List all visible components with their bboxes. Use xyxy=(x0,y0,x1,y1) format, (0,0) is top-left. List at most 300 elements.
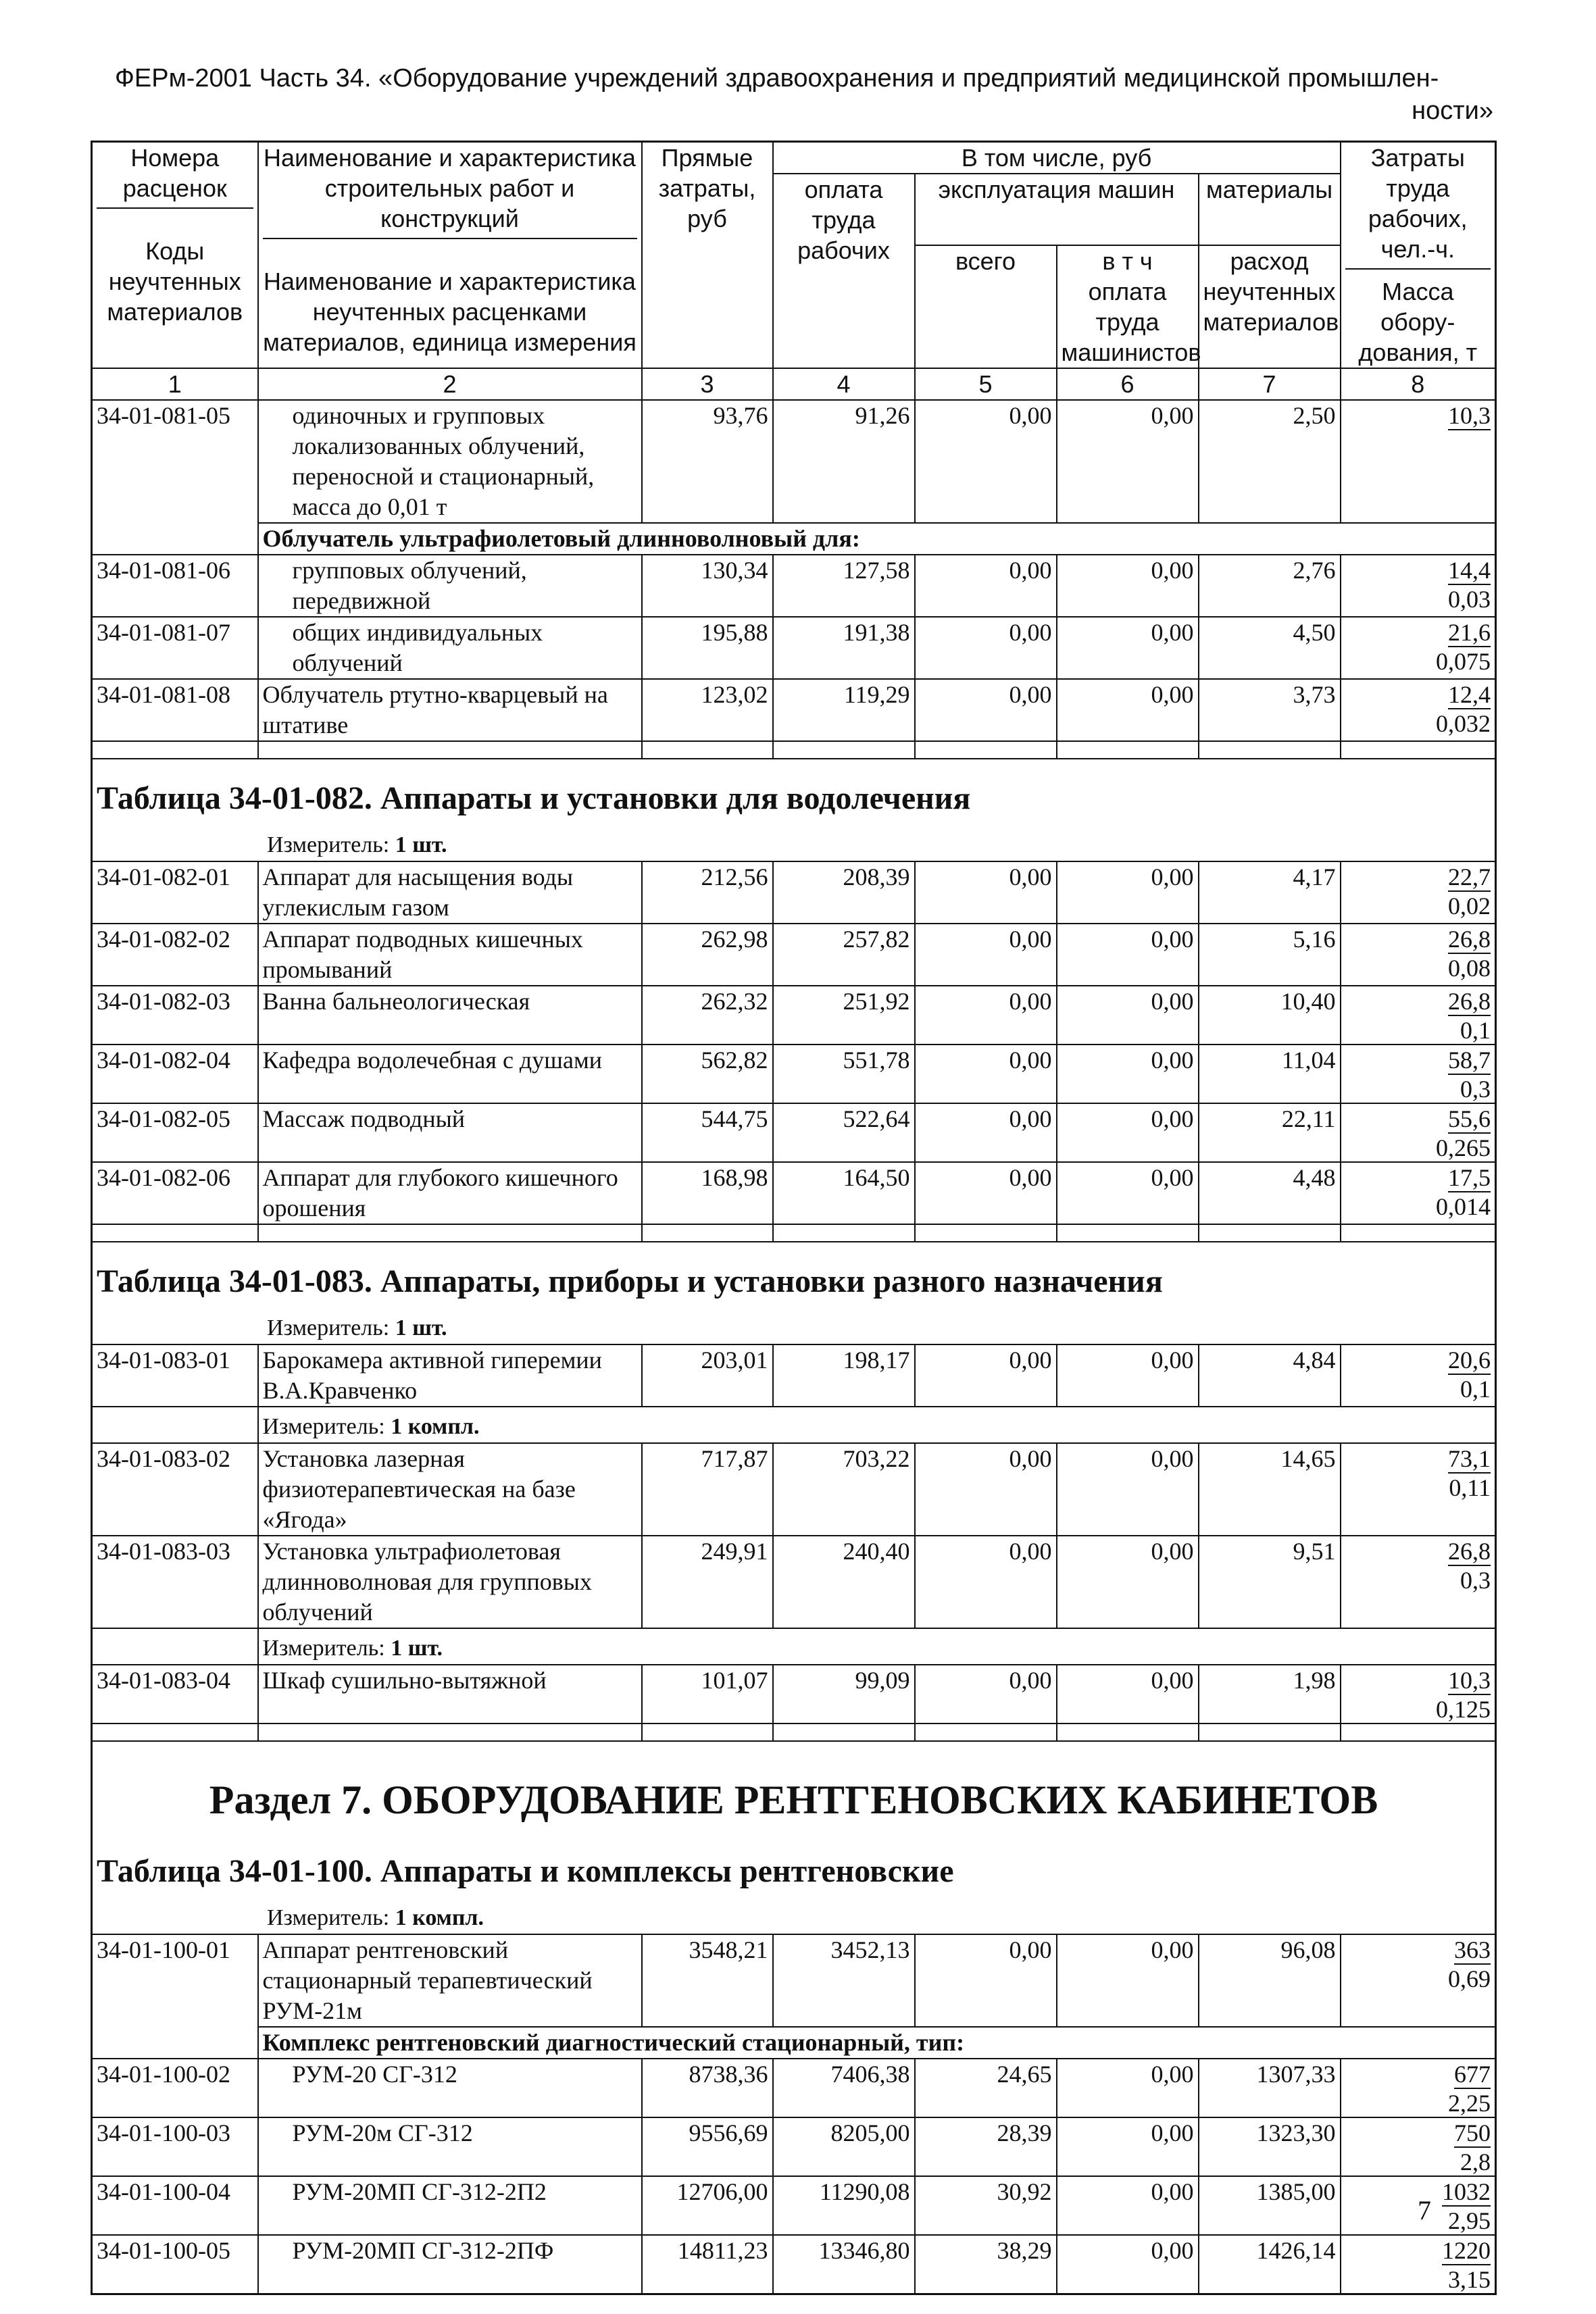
table-row xyxy=(92,1443,1496,1536)
machinist-wages-cost: 0,00 xyxy=(1057,400,1199,523)
rate-code: 34-01-082-02 xyxy=(92,924,258,986)
group-heading-row xyxy=(92,2027,1496,2059)
labor-value: 58,7 xyxy=(1448,1047,1491,1074)
rate-code: 34-01-083-01 xyxy=(92,1344,258,1407)
unit-value: 1 компл. xyxy=(395,1905,484,1930)
wages-cost: 251,92 xyxy=(773,986,915,1045)
spacer-cell xyxy=(258,1224,642,1242)
materials-cost: 22,11 xyxy=(1199,1103,1341,1162)
rate-code: 34-01-083-02 xyxy=(92,1443,258,1536)
col-labor-header xyxy=(1341,142,1496,369)
spacer-cell xyxy=(1199,741,1341,759)
materials-cost: 14,65 xyxy=(1199,1443,1341,1536)
mass-value: 0,1 xyxy=(1460,1017,1491,1044)
page-number: 7 xyxy=(1418,2195,1431,2225)
rate-code: 34-01-081-05 xyxy=(92,400,258,523)
unit-measure xyxy=(258,1628,1496,1665)
labor-value: 26,8 xyxy=(1448,926,1491,953)
unit-label: Измеритель: xyxy=(267,832,390,857)
spacer-cell xyxy=(92,741,258,759)
table-row xyxy=(92,2235,1496,2294)
machines-cost: 0,00 xyxy=(915,1344,1057,1407)
materials-cost: 4,50 xyxy=(1199,617,1341,679)
spacer-cell xyxy=(1341,1724,1496,1741)
labor-value: 55,6 xyxy=(1448,1105,1491,1132)
machinist-wages-cost: 0,00 xyxy=(1057,986,1199,1045)
machines-cost: 24,65 xyxy=(915,2059,1057,2117)
group-heading: Комплекс рентгеновский диагностический стационарный, тип: xyxy=(258,2027,1496,2059)
spacer-cell xyxy=(1341,741,1496,759)
labor-mass-cell xyxy=(1341,1344,1496,1407)
direct-cost: 123,02 xyxy=(642,679,773,741)
labor-value: 363 xyxy=(1454,1936,1491,1963)
unit-label: Измеритель: xyxy=(267,1315,390,1340)
mass-value: 0,032 xyxy=(1436,710,1491,737)
rate-code: 34-01-082-04 xyxy=(92,1045,258,1103)
wages-cost: 191,38 xyxy=(773,617,915,679)
unit-measure xyxy=(92,1309,1496,1344)
work-name: Аппарат для насыщения воды углекислым газом xyxy=(258,861,642,924)
wages-cost: 198,17 xyxy=(773,1344,915,1407)
column-number: 1 xyxy=(92,368,258,400)
unit-row xyxy=(92,826,1496,861)
labor-value: 26,8 xyxy=(1448,1538,1491,1565)
rate-code: 34-01-081-08 xyxy=(92,679,258,741)
wages-cost: 13346,80 xyxy=(773,2235,915,2294)
machines-cost: 0,00 xyxy=(915,1934,1057,2027)
codes-top-label: Номера расценок xyxy=(97,143,253,209)
running-header-line1: ФЕРм-2001 Часть 34. «Оборудование учреждений здравоохранения и предприятий медицинской промышлен- xyxy=(115,64,1439,93)
direct-cost: 203,01 xyxy=(642,1344,773,1407)
machines-cost: 0,00 xyxy=(915,617,1057,679)
rate-code: 34-01-083-03 xyxy=(92,1536,258,1628)
group-heading-row xyxy=(92,523,1496,555)
materials-cost: 5,16 xyxy=(1199,924,1341,986)
labor-value: 20,6 xyxy=(1448,1347,1491,1374)
running-header xyxy=(115,62,1493,127)
name-top-label: Наименование и характеристика строительных работ и конструкций xyxy=(263,143,637,239)
work-name: Шкаф сушильно-вытяжной xyxy=(258,1665,642,1724)
labor-mass-cell xyxy=(1341,1536,1496,1628)
rate-code: 34-01-100-04 xyxy=(92,2176,258,2235)
machinist-wages-cost: 0,00 xyxy=(1057,1045,1199,1103)
unit-row xyxy=(92,1407,1496,1443)
labor-value: 73,1 xyxy=(1448,1445,1491,1472)
work-name: РУМ-20 СГ-312 xyxy=(258,2059,642,2117)
table-row xyxy=(92,861,1496,924)
table-row xyxy=(92,555,1496,617)
materials-cost: 1426,14 xyxy=(1199,2235,1341,2294)
unit-value: 1 шт. xyxy=(395,1315,447,1340)
column-number: 2 xyxy=(258,368,642,400)
spacer-cell xyxy=(915,1724,1057,1741)
spacer-cell xyxy=(1057,741,1199,759)
machines-cost: 0,00 xyxy=(915,400,1057,523)
direct-cost: 3548,21 xyxy=(642,1934,773,2027)
mass-value: 0,3 xyxy=(1460,1076,1491,1103)
table-row xyxy=(92,1045,1496,1103)
machinist-wages-cost: 0,00 xyxy=(1057,679,1199,741)
labor-mass-cell xyxy=(1341,1443,1496,1536)
col-name-header xyxy=(258,142,642,369)
rate-code: 34-01-081-07 xyxy=(92,617,258,679)
table-row xyxy=(92,1536,1496,1628)
table-row xyxy=(92,400,1496,523)
col-mat-use-header: расход неучтенных материалов xyxy=(1199,245,1341,368)
labor-value: 1032 xyxy=(1442,2178,1491,2205)
table-title: Таблица 34-01-082. Аппараты и установки для водолечения xyxy=(92,759,1496,826)
name-bottom-label: Наименование и характеристика неучтенных расценками материалов, единица измерения xyxy=(263,268,637,356)
direct-cost: 9556,69 xyxy=(642,2117,773,2176)
machinist-wages-cost: 0,00 xyxy=(1057,2235,1199,2294)
unit-row xyxy=(92,1628,1496,1665)
wages-cost: 240,40 xyxy=(773,1536,915,1628)
machines-cost: 0,00 xyxy=(915,924,1057,986)
spacer-cell xyxy=(773,1224,915,1242)
labor-mass-cell xyxy=(1341,924,1496,986)
spacer-cell xyxy=(1057,1724,1199,1741)
direct-cost: 195,88 xyxy=(642,617,773,679)
spacer-cell xyxy=(92,1224,258,1242)
labor-value: 26,8 xyxy=(1448,988,1491,1015)
column-number: 7 xyxy=(1199,368,1341,400)
materials-cost: 11,04 xyxy=(1199,1045,1341,1103)
materials-cost: 2,50 xyxy=(1199,400,1341,523)
spacer-cell xyxy=(773,741,915,759)
spacer-cell xyxy=(642,741,773,759)
spacer-cell xyxy=(915,741,1057,759)
work-name: Ванна бальнеологическая xyxy=(258,986,642,1045)
work-name: РУМ-20м СГ-312 xyxy=(258,2117,642,2176)
unit-value: 1 компл. xyxy=(391,1414,480,1439)
mass-value: 0,1 xyxy=(1460,1376,1491,1403)
materials-cost: 4,17 xyxy=(1199,861,1341,924)
table-row xyxy=(92,924,1496,986)
labor-mass-cell xyxy=(1341,1162,1496,1224)
work-name: Установка ультрафиолетовая длинноволновая для групповых облучений xyxy=(258,1536,642,1628)
table-title-row xyxy=(92,759,1496,826)
spacer-cell xyxy=(258,1724,642,1741)
machinist-wages-cost: 0,00 xyxy=(1057,1103,1199,1162)
work-name: Установка лазерная физиотерапевтическая на базе «Ягода» xyxy=(258,1443,642,1536)
col-incl-wages-header: в т ч оплата труда машинистов xyxy=(1057,245,1199,368)
spacer-cell xyxy=(1199,1724,1341,1741)
direct-cost: 93,76 xyxy=(642,400,773,523)
work-name: общих индивидуальных облучений xyxy=(258,617,642,679)
table-title-row xyxy=(92,1242,1496,1309)
direct-cost: 101,07 xyxy=(642,1665,773,1724)
spacer-cell xyxy=(258,741,642,759)
col-total-header: всего xyxy=(915,245,1057,368)
mass-value: 0,02 xyxy=(1448,892,1491,920)
wages-cost: 208,39 xyxy=(773,861,915,924)
unit-row xyxy=(92,1898,1496,1934)
direct-cost: 544,75 xyxy=(642,1103,773,1162)
direct-cost: 8738,36 xyxy=(642,2059,773,2117)
machines-cost: 0,00 xyxy=(915,986,1057,1045)
direct-cost: 130,34 xyxy=(642,555,773,617)
column-number: 4 xyxy=(773,368,915,400)
wages-cost: 8205,00 xyxy=(773,2117,915,2176)
wages-cost: 99,09 xyxy=(773,1665,915,1724)
machines-cost: 30,92 xyxy=(915,2176,1057,2235)
machines-cost: 0,00 xyxy=(915,1162,1057,1224)
direct-cost: 212,56 xyxy=(642,861,773,924)
labor-mass-cell xyxy=(1341,1045,1496,1103)
spacer-cell xyxy=(915,1224,1057,1242)
column-numbers-row xyxy=(92,368,1496,400)
labor-value: 22,7 xyxy=(1448,863,1491,890)
labor-mass-cell xyxy=(1341,1103,1496,1162)
materials-cost: 1307,33 xyxy=(1199,2059,1341,2117)
spacer-cell xyxy=(1057,1224,1199,1242)
direct-cost: 14811,23 xyxy=(642,2235,773,2294)
labor-mass-cell xyxy=(1341,1665,1496,1724)
col-codes-header xyxy=(92,142,258,369)
rates-table xyxy=(91,141,1497,2295)
wages-cost: 257,82 xyxy=(773,924,915,986)
mass-value: 0,014 xyxy=(1436,1193,1491,1220)
spacer-row xyxy=(92,1724,1496,1741)
machines-cost: 0,00 xyxy=(915,1103,1057,1162)
direct-cost: 717,87 xyxy=(642,1443,773,1536)
labor-value: 750 xyxy=(1454,2119,1491,2146)
machines-cost: 0,00 xyxy=(915,1536,1057,1628)
section-title: Раздел 7. ОБОРУДОВАНИЕ РЕНТГЕНОВСКИХ КАБИНЕТОВ xyxy=(92,1741,1496,1844)
col-wages-header: оплата труда рабочих xyxy=(773,174,915,368)
column-number: 8 xyxy=(1341,368,1496,400)
materials-cost: 4,48 xyxy=(1199,1162,1341,1224)
rate-code: 34-01-083-04 xyxy=(92,1665,258,1724)
mass-value: 0,265 xyxy=(1436,1134,1491,1161)
labor-mass-cell xyxy=(1341,861,1496,924)
table-row xyxy=(92,2117,1496,2176)
mass-value: 2,95 xyxy=(1448,2207,1491,2234)
mass-value: 0,125 xyxy=(1436,1696,1491,1723)
spacer-cell xyxy=(642,1224,773,1242)
wages-cost: 522,64 xyxy=(773,1103,915,1162)
machinist-wages-cost: 0,00 xyxy=(1057,1934,1199,2027)
machinist-wages-cost: 0,00 xyxy=(1057,2176,1199,2235)
spacer-cell xyxy=(1199,1224,1341,1242)
machinist-wages-cost: 0,00 xyxy=(1057,555,1199,617)
machinist-wages-cost: 0,00 xyxy=(1057,1665,1199,1724)
work-name: Массаж подводный xyxy=(258,1103,642,1162)
table-row xyxy=(92,1103,1496,1162)
group-empty-cell xyxy=(92,523,258,555)
machinist-wages-cost: 0,00 xyxy=(1057,1443,1199,1536)
work-name: Аппарат для глубокого кишечного орошения xyxy=(258,1162,642,1224)
col-direct-header: Прямые затраты, руб xyxy=(642,142,773,369)
work-name: Аппарат подводных кишечных промываний xyxy=(258,924,642,986)
labor-value: 10,3 xyxy=(1448,1667,1491,1694)
direct-cost: 262,32 xyxy=(642,986,773,1045)
spacer-row xyxy=(92,1224,1496,1242)
mass-value: 2,8 xyxy=(1460,2148,1491,2175)
wages-cost: 91,26 xyxy=(773,400,915,523)
rate-code: 34-01-082-03 xyxy=(92,986,258,1045)
labor-mass-cell xyxy=(1341,2235,1496,2294)
machines-cost: 38,29 xyxy=(915,2235,1057,2294)
codes-bottom-label: Коды неучтенных материалов xyxy=(107,237,243,326)
col-incl-header: В том числе, руб xyxy=(773,142,1341,174)
materials-cost: 1323,30 xyxy=(1199,2117,1341,2176)
labor-value: 677 xyxy=(1454,2061,1491,2088)
labor-value: 1220 xyxy=(1442,2237,1491,2264)
direct-cost: 12706,00 xyxy=(642,2176,773,2235)
machines-cost: 0,00 xyxy=(915,1443,1057,1536)
machines-cost: 0,00 xyxy=(915,555,1057,617)
materials-cost: 2,76 xyxy=(1199,555,1341,617)
direct-cost: 262,98 xyxy=(642,924,773,986)
materials-cost: 9,51 xyxy=(1199,1536,1341,1628)
table-title: Таблица 34-01-083. Аппараты, приборы и установки разного назначения xyxy=(92,1242,1496,1309)
table-title-row xyxy=(92,1844,1496,1898)
spacer-cell xyxy=(1341,1224,1496,1242)
direct-cost: 249,91 xyxy=(642,1536,773,1628)
machinist-wages-cost: 0,00 xyxy=(1057,2117,1199,2176)
labor-value: 21,6 xyxy=(1448,619,1491,646)
labor-mass-cell xyxy=(1341,555,1496,617)
direct-cost: 562,82 xyxy=(642,1045,773,1103)
rate-code: 34-01-100-05 xyxy=(92,2235,258,2294)
mass-value: 2,25 xyxy=(1448,2090,1491,2117)
materials-cost: 1,98 xyxy=(1199,1665,1341,1724)
materials-cost: 1385,00 xyxy=(1199,2176,1341,2235)
rate-code: 34-01-082-05 xyxy=(92,1103,258,1162)
column-number: 5 xyxy=(915,368,1057,400)
labor-value: 17,5 xyxy=(1448,1164,1491,1191)
labor-mass-cell xyxy=(1341,1934,1496,2027)
unit-label: Измеритель: xyxy=(262,1414,385,1439)
rate-code: 34-01-081-06 xyxy=(92,555,258,617)
work-name: Аппарат рентгеновский стационарный терапевтический РУМ-21м xyxy=(258,1934,642,2027)
machines-cost: 0,00 xyxy=(915,1045,1057,1103)
wages-cost: 119,29 xyxy=(773,679,915,741)
col-machines-header: эксплуатация машин xyxy=(915,174,1199,245)
unit-measure xyxy=(92,826,1496,861)
labor-mass-cell xyxy=(1341,2117,1496,2176)
spacer-cell xyxy=(642,1724,773,1741)
rate-code: 34-01-100-01 xyxy=(92,1934,258,2027)
wages-cost: 11290,08 xyxy=(773,2176,915,2235)
machines-cost: 28,39 xyxy=(915,2117,1057,2176)
machinist-wages-cost: 0,00 xyxy=(1057,1536,1199,1628)
mass-label: Масса обору-дования, т xyxy=(1358,278,1478,366)
unit-empty-cell xyxy=(92,1407,258,1443)
unit-value: 1 шт. xyxy=(391,1636,443,1661)
machines-cost: 0,00 xyxy=(915,679,1057,741)
machinist-wages-cost: 0,00 xyxy=(1057,924,1199,986)
work-name: РУМ-20МП СГ-312-2ПФ xyxy=(258,2235,642,2294)
rate-code: 34-01-082-06 xyxy=(92,1162,258,1224)
direct-cost: 168,98 xyxy=(642,1162,773,1224)
materials-cost: 3,73 xyxy=(1199,679,1341,741)
unit-measure xyxy=(258,1407,1496,1443)
machinist-wages-cost: 0,00 xyxy=(1057,2059,1199,2117)
mass-value: 3,15 xyxy=(1448,2266,1491,2293)
mass-value: 0,3 xyxy=(1460,1567,1491,1594)
work-name: Барокамера активной гиперемии В.А.Кравченко xyxy=(258,1344,642,1407)
labor-mass-cell xyxy=(1341,400,1496,523)
section-title-row xyxy=(92,1741,1496,1844)
spacer-cell xyxy=(773,1724,915,1741)
wages-cost: 3452,13 xyxy=(773,1934,915,2027)
mass-value: 0,69 xyxy=(1448,1965,1491,1992)
column-number: 6 xyxy=(1057,368,1199,400)
mass-value: 0,03 xyxy=(1448,586,1491,613)
rate-code: 34-01-100-03 xyxy=(92,2117,258,2176)
unit-value: 1 шт. xyxy=(395,832,447,857)
labor-label: Затраты труда рабочих, чел.-ч. xyxy=(1345,143,1491,270)
group-empty-cell xyxy=(92,2027,258,2059)
mass-value: 0,075 xyxy=(1436,648,1491,675)
work-name: групповых облучений, передвижной xyxy=(258,555,642,617)
unit-label: Измеритель: xyxy=(262,1636,385,1661)
unit-label: Измеритель: xyxy=(267,1905,390,1930)
table-row xyxy=(92,1665,1496,1724)
table-row xyxy=(92,2059,1496,2117)
materials-cost: 96,08 xyxy=(1199,1934,1341,2027)
rate-code: 34-01-082-01 xyxy=(92,861,258,924)
work-name: Облучатель ртутно-кварцевый на штативе xyxy=(258,679,642,741)
work-name: Кафедра водолечебная с душами xyxy=(258,1045,642,1103)
machinist-wages-cost: 0,00 xyxy=(1057,861,1199,924)
work-name: одиночных и групповых локализованных облучений, переносной и стационарный, масса до 0,01 т xyxy=(258,400,642,523)
mass-value: 0,11 xyxy=(1449,1474,1491,1501)
machinist-wages-cost: 0,00 xyxy=(1057,1344,1199,1407)
header-row-1 xyxy=(92,142,1496,174)
spacer-cell xyxy=(92,1724,258,1741)
table-row xyxy=(92,1162,1496,1224)
wages-cost: 703,22 xyxy=(773,1443,915,1536)
labor-mass-cell xyxy=(1341,679,1496,741)
table-row xyxy=(92,617,1496,679)
running-header-line2: ности» xyxy=(1412,97,1493,125)
table-row xyxy=(92,2176,1496,2235)
labor-value: 12,4 xyxy=(1448,681,1491,708)
labor-mass-cell xyxy=(1341,986,1496,1045)
labor-value: 10,3 xyxy=(1448,402,1491,429)
labor-value: 14,4 xyxy=(1448,557,1491,584)
mass-value: 0,08 xyxy=(1448,955,1491,982)
wages-cost: 127,58 xyxy=(773,555,915,617)
unit-empty-cell xyxy=(92,1628,258,1665)
table-row xyxy=(92,1934,1496,2027)
materials-cost: 4,84 xyxy=(1199,1344,1341,1407)
table-row xyxy=(92,679,1496,741)
wages-cost: 551,78 xyxy=(773,1045,915,1103)
unit-row xyxy=(92,1309,1496,1344)
table-row xyxy=(92,1344,1496,1407)
machinist-wages-cost: 0,00 xyxy=(1057,1162,1199,1224)
labor-mass-cell xyxy=(1341,2059,1496,2117)
machinist-wages-cost: 0,00 xyxy=(1057,617,1199,679)
wages-cost: 164,50 xyxy=(773,1162,915,1224)
spacer-row xyxy=(92,741,1496,759)
materials-cost: 10,40 xyxy=(1199,986,1341,1045)
column-number: 3 xyxy=(642,368,773,400)
machines-cost: 0,00 xyxy=(915,1665,1057,1724)
labor-mass-cell xyxy=(1341,617,1496,679)
wages-cost: 7406,38 xyxy=(773,2059,915,2117)
machines-cost: 0,00 xyxy=(915,861,1057,924)
table-title: Таблица 34-01-100. Аппараты и комплексы рентгеновские xyxy=(92,1844,1496,1898)
work-name: РУМ-20МП СГ-312-2П2 xyxy=(258,2176,642,2235)
rate-code: 34-01-100-02 xyxy=(92,2059,258,2117)
group-heading: Облучатель ультрафиолетовый длинноволновый для: xyxy=(258,523,1496,555)
table-row xyxy=(92,986,1496,1045)
